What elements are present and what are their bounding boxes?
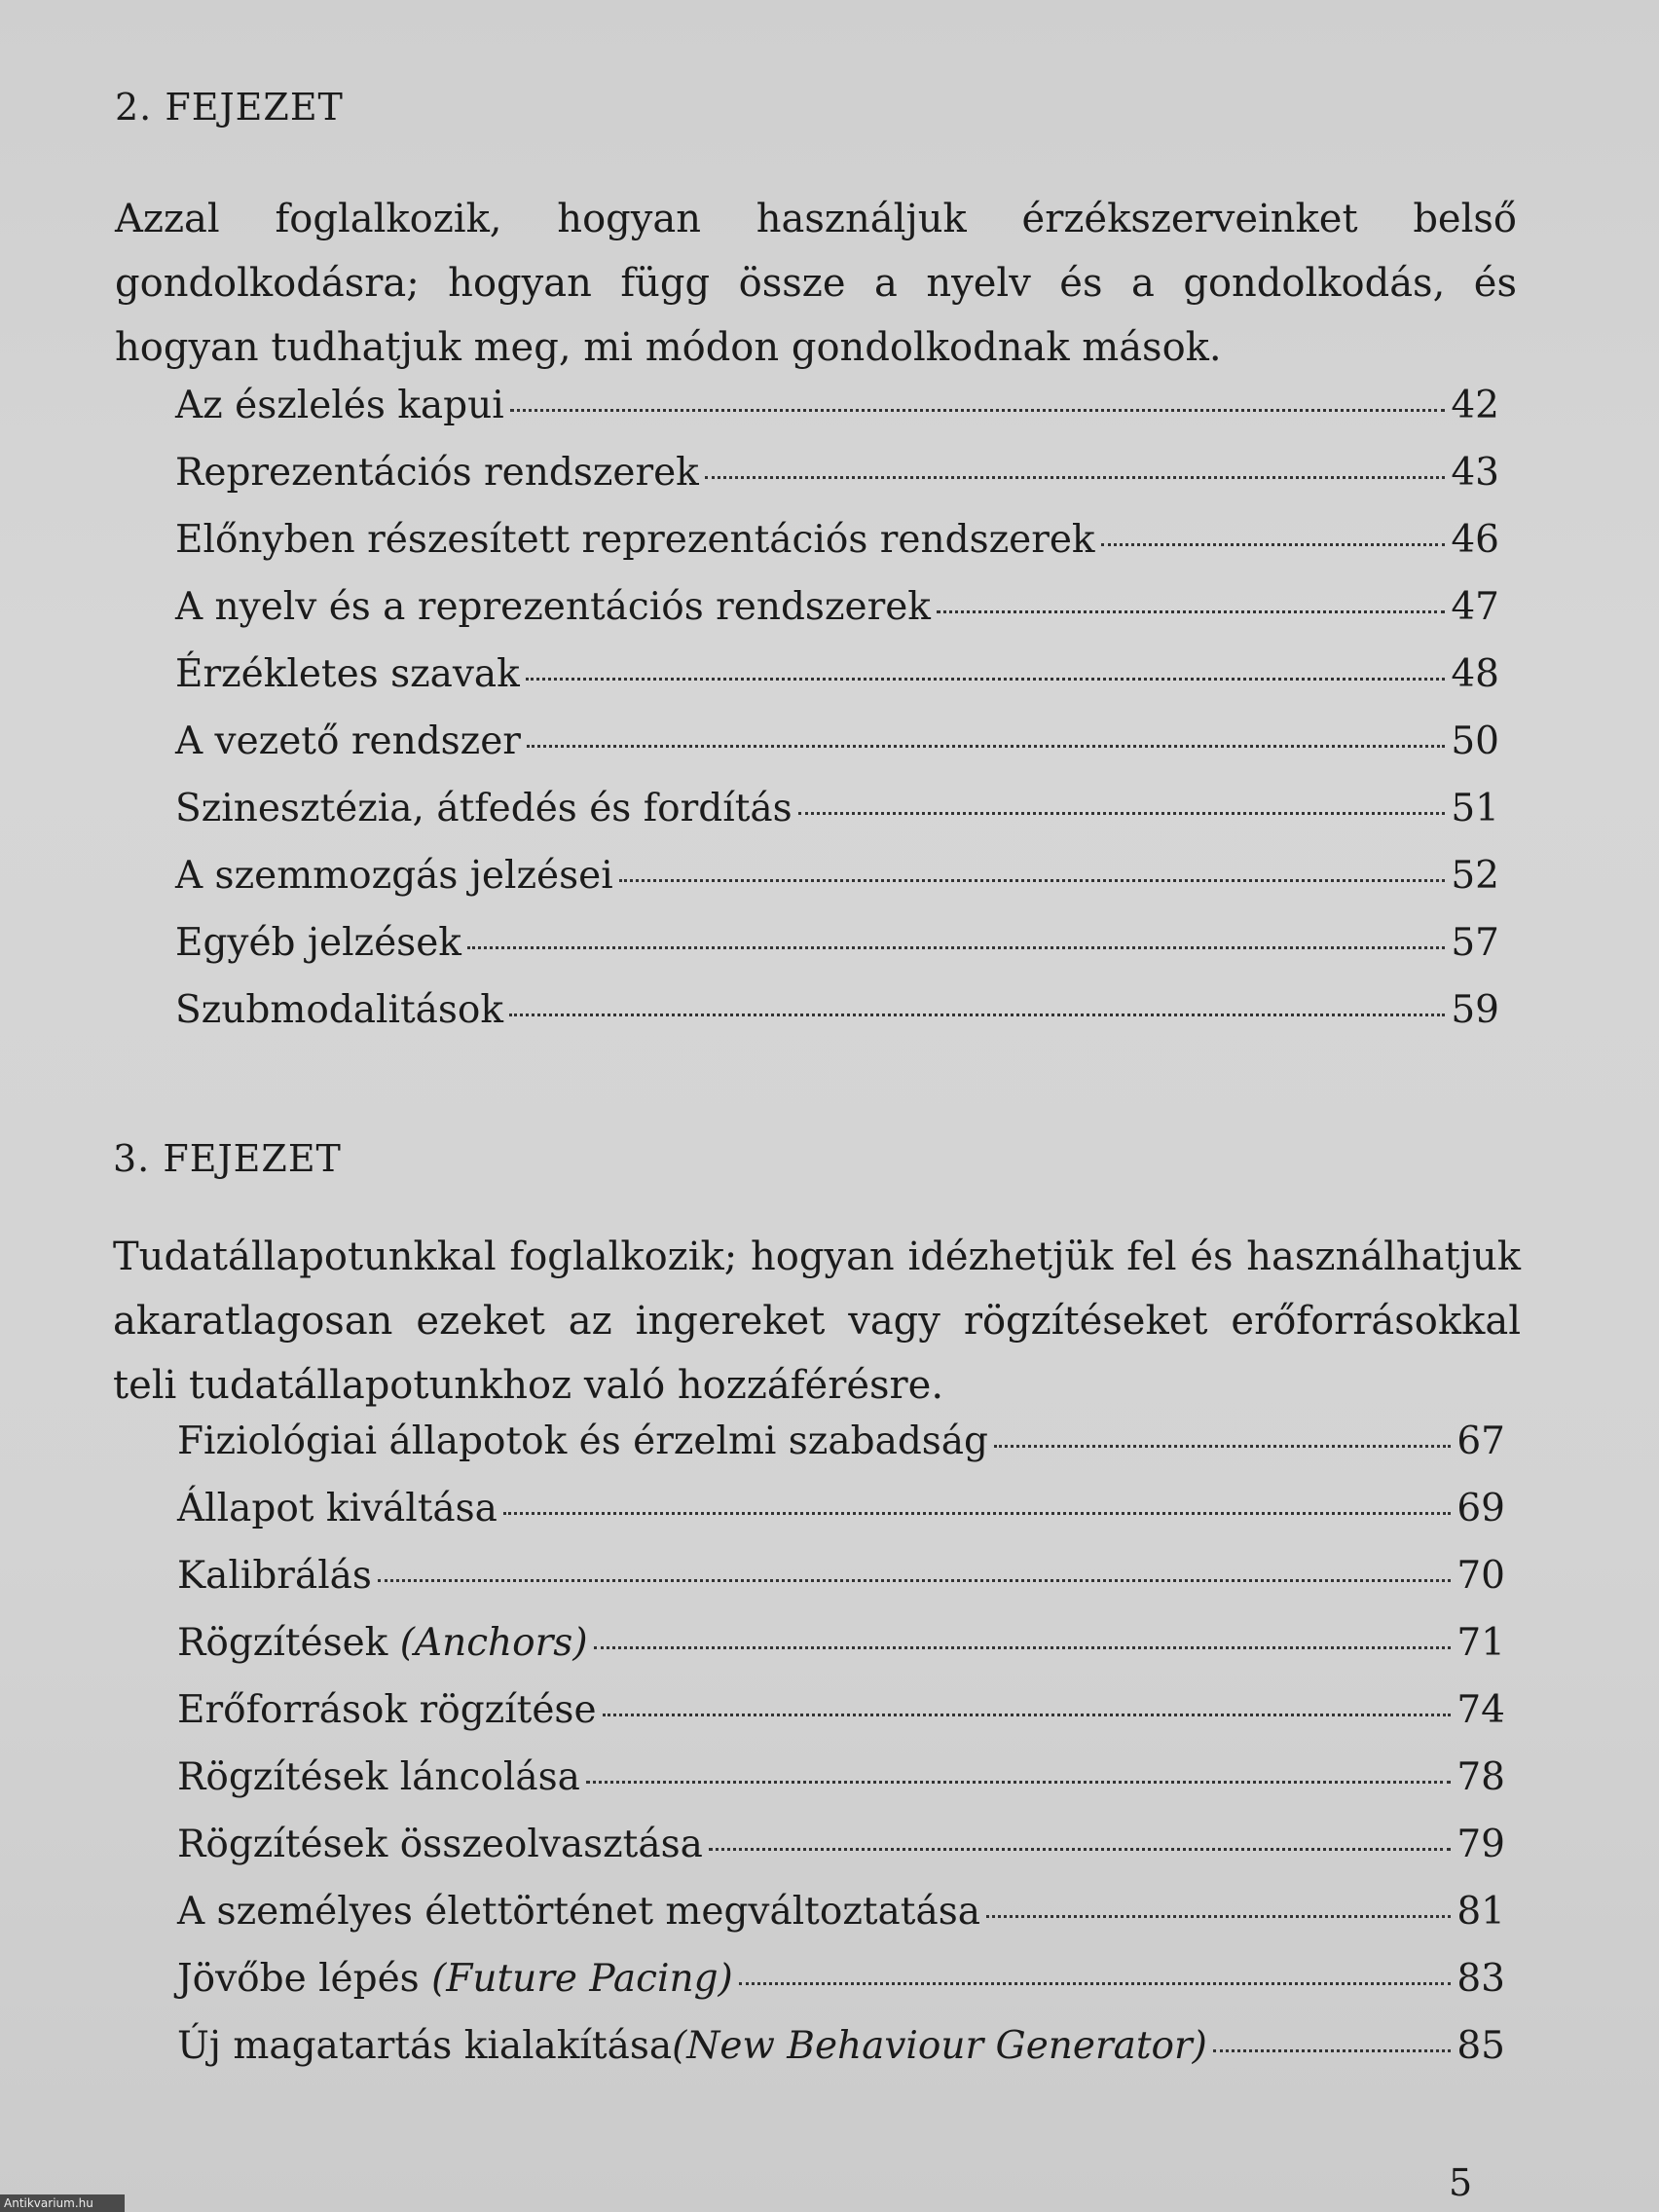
chapter-2-toc <box>175 384 1499 1055</box>
toc-dot-leader <box>1101 543 1446 546</box>
toc-entry <box>175 585 1499 652</box>
toc-entry-page: 51 <box>1451 787 1499 830</box>
toc-entry-title: A szemmozgás jelzései <box>175 854 613 898</box>
toc-entry <box>177 1957 1505 2024</box>
toc-entry-english-title: (Future Pacing) <box>431 1957 733 2001</box>
watermark: Antikvarium.hu <box>0 2194 125 2212</box>
toc-entry-label <box>177 1688 597 1732</box>
toc-entry-page: 43 <box>1451 451 1499 495</box>
toc-entry-title: A személyes élettörténet megváltoztatása <box>177 1890 980 1934</box>
toc-entry-label <box>175 518 1095 562</box>
chapter-3-toc <box>177 1419 1505 2091</box>
toc-entry-page: 70 <box>1456 1554 1505 1598</box>
toc-dot-leader <box>509 1014 1445 1016</box>
toc-entry-page: 85 <box>1456 2024 1505 2068</box>
toc-entry-page: 81 <box>1456 1890 1505 1934</box>
toc-entry-title: Rögzítések láncolása <box>177 1755 580 1799</box>
toc-entry-title: Rögzítések <box>177 1621 400 1665</box>
chapter-3-intro: Tudatállapotunkkal foglalkozik; hogyan idézhetjük fel és használhatjuk akaratlagosan ezeket az ingereket vagy rögzítéseket erőforrásokkal teli tudatállapotunkhoz való hozzáférésre. <box>113 1235 1521 1408</box>
toc-entry <box>177 1621 1505 1688</box>
toc-entry-page: 52 <box>1451 854 1499 898</box>
toc-entry-page: 74 <box>1456 1688 1505 1732</box>
toc-dot-leader <box>986 1915 1451 1918</box>
toc-entry-english-title: (Anchors) <box>399 1621 588 1665</box>
toc-entry-label <box>177 1755 580 1799</box>
toc-entry-title: Kalibrálás <box>177 1554 372 1598</box>
toc-entry-title: Állapot kiváltása <box>177 1487 498 1530</box>
toc-entry-title: Jövőbe lépés <box>177 1957 432 2001</box>
toc-entry <box>175 652 1499 719</box>
toc-entry-page: 50 <box>1451 719 1499 763</box>
toc-dot-leader <box>378 1579 1451 1582</box>
toc-entry <box>175 384 1499 451</box>
toc-dot-leader <box>798 812 1446 815</box>
toc-dot-leader <box>994 1445 1451 1448</box>
chapter-2-intro: Azzal foglalkozik, hogyan használjuk érzékszerveinket belső gondolkodásra; hogyan függ össze a nyelv és a gondolkodás, és hogyan tudhatjuk meg, mi módon gondolkodnak mások. <box>115 197 1517 370</box>
toc-entry-page: 78 <box>1456 1755 1505 1799</box>
toc-entry-label <box>175 719 521 763</box>
toc-entry-page: 42 <box>1451 384 1499 427</box>
toc-entry-label <box>175 854 613 898</box>
toc-entry-label <box>177 1823 703 1866</box>
toc-entry-page: 48 <box>1451 652 1499 696</box>
toc-dot-leader <box>586 1781 1451 1784</box>
toc-entry-label <box>175 652 520 696</box>
toc-entry-title: Reprezentációs rendszerek <box>175 451 699 495</box>
toc-entry-label <box>177 1487 498 1530</box>
page-number: 5 <box>1449 2161 1473 2204</box>
toc-dot-leader <box>594 1646 1452 1649</box>
toc-entry <box>177 1554 1505 1621</box>
toc-entry-title: Rögzítések összeolvasztása <box>177 1823 703 1866</box>
toc-entry-page: 46 <box>1451 518 1499 562</box>
toc-dot-leader <box>510 409 1446 412</box>
toc-dot-leader <box>526 678 1446 681</box>
toc-entry-label <box>177 2024 1207 2068</box>
toc-entry <box>177 1823 1505 1890</box>
toc-entry <box>177 2024 1505 2091</box>
toc-dot-leader <box>619 879 1446 882</box>
toc-entry <box>177 1755 1505 1823</box>
toc-entry-page: 71 <box>1456 1621 1505 1665</box>
toc-entry-label <box>177 1890 980 1934</box>
toc-entry-title: Új magatartás kialakítása <box>177 2024 673 2068</box>
toc-entry <box>177 1890 1505 1957</box>
toc-entry-title: Egyéb jelzések <box>175 921 461 965</box>
toc-entry-label <box>175 988 503 1032</box>
toc-entry-label <box>177 1419 988 1463</box>
chapter-3-title: 3. FEJEZET <box>113 1137 342 1180</box>
toc-dot-leader <box>705 476 1446 479</box>
toc-entry-label <box>177 1957 733 2001</box>
toc-dot-leader <box>603 1714 1452 1716</box>
toc-entry-page: 47 <box>1451 585 1499 629</box>
chapter-2-title: 2. FEJEZET <box>115 86 344 129</box>
toc-entry-page: 79 <box>1456 1823 1505 1866</box>
toc-entry-page: 57 <box>1451 921 1499 965</box>
toc-dot-leader <box>937 610 1445 613</box>
toc-dot-leader <box>709 1848 1452 1851</box>
toc-entry <box>175 719 1499 787</box>
toc-entry-label <box>175 384 504 427</box>
toc-entry-label <box>177 1554 372 1598</box>
toc-entry-title: Szinesztézia, átfedés és fordítás <box>175 787 793 830</box>
toc-entry-page: 67 <box>1456 1419 1505 1463</box>
toc-dot-leader <box>467 946 1445 949</box>
toc-entry-page: 59 <box>1451 988 1499 1032</box>
toc-entry-english-title: (New Behaviour Generator) <box>672 2024 1207 2068</box>
toc-entry-title: Fiziológiai állapotok és érzelmi szabadság <box>177 1419 989 1463</box>
toc-entry <box>177 1419 1505 1487</box>
toc-entry-label <box>175 921 461 965</box>
toc-dot-leader <box>527 745 1445 748</box>
toc-entry-label <box>177 1621 588 1665</box>
toc-entry <box>175 854 1499 921</box>
toc-entry <box>175 988 1499 1055</box>
toc-entry-label <box>175 451 699 495</box>
toc-entry-label <box>175 585 931 629</box>
toc-entry <box>177 1688 1505 1755</box>
toc-entry-page: 69 <box>1456 1487 1505 1530</box>
toc-entry-label <box>175 787 793 830</box>
toc-entry-title: A vezető rendszer <box>175 719 521 763</box>
toc-entry <box>175 518 1499 585</box>
toc-entry-title: A nyelv és a reprezentációs rendszerek <box>175 585 931 629</box>
toc-entry-title: Erőforrások rögzítése <box>177 1688 597 1732</box>
toc-entry-title: Érzékletes szavak <box>175 652 520 696</box>
toc-entry-title: Előnyben részesített reprezentációs rendszerek <box>175 518 1095 562</box>
toc-dot-leader <box>503 1512 1451 1515</box>
toc-dot-leader <box>739 1982 1452 1985</box>
toc-entry <box>175 921 1499 988</box>
toc-dot-leader <box>1213 2049 1451 2052</box>
toc-entry <box>177 1487 1505 1554</box>
toc-entry <box>175 451 1499 518</box>
toc-entry-title: Szubmodalitások <box>175 988 504 1032</box>
toc-entry <box>175 787 1499 854</box>
toc-entry-page: 83 <box>1456 1957 1505 2001</box>
toc-entry-title: Az észlelés kapui <box>175 384 504 427</box>
